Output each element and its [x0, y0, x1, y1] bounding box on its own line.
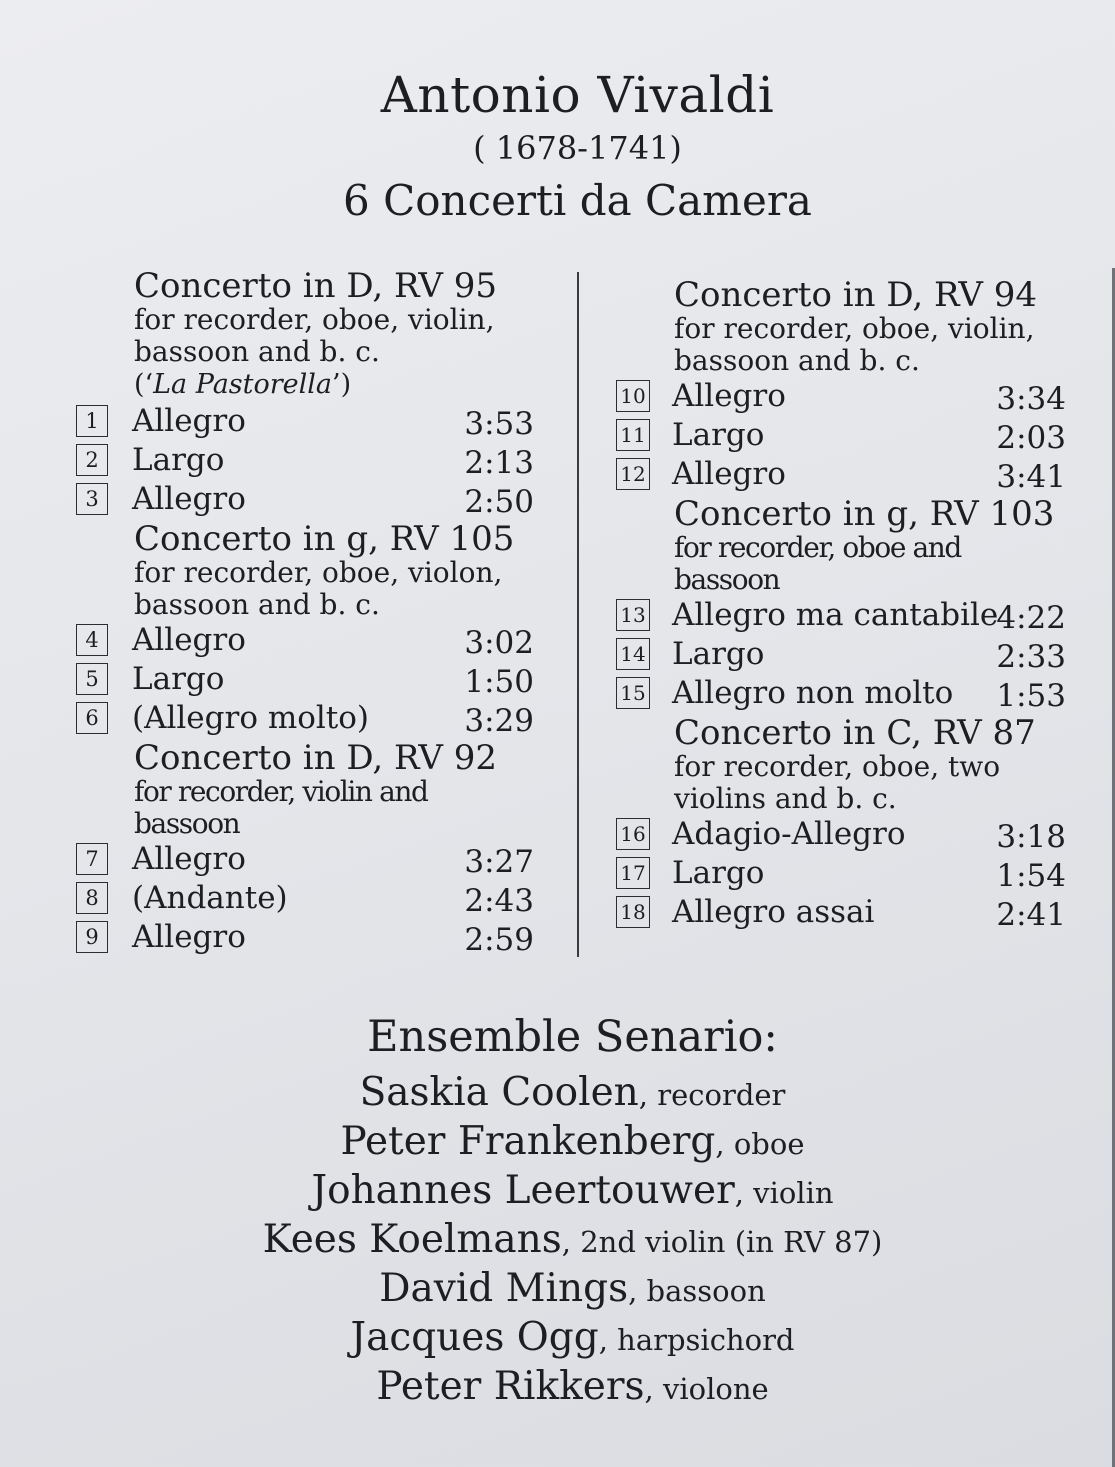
track-title: Allegro — [672, 456, 786, 492]
performer-name: David Mings — [379, 1266, 629, 1311]
performer-role: , bassoon — [628, 1274, 766, 1308]
track-row — [612, 893, 1072, 932]
track-duration: 2:33 — [996, 639, 1066, 675]
track-number: 9 — [76, 921, 108, 953]
performer-role: , oboe — [715, 1127, 805, 1161]
track-row — [612, 674, 1072, 713]
track-title: Allegro non molto — [672, 675, 954, 711]
track-number: 4 — [76, 624, 108, 656]
track-duration: 3:41 — [996, 459, 1066, 495]
performer-role: , recorder — [638, 1078, 786, 1112]
track-title: Adagio-Allegro — [672, 816, 906, 852]
track-row — [72, 879, 540, 918]
track-row — [72, 480, 540, 519]
track-title: Allegro assai — [672, 894, 875, 930]
track-duration: 2:59 — [464, 922, 534, 958]
track-row — [72, 402, 540, 441]
performer-name: Peter Frankenberg — [340, 1119, 716, 1164]
track-number: 10 — [616, 380, 650, 412]
performer-list — [0, 1070, 1115, 1413]
performer-name: Johannes Leertouwer — [311, 1168, 735, 1213]
concerto-title: Concerto in g, RV 105 — [134, 519, 515, 559]
track-row — [612, 455, 1072, 494]
track-duration: 2:13 — [464, 445, 534, 481]
concerto-instrumentation: bassoon and b. c. — [134, 335, 380, 368]
performer-role: , harpsichord — [598, 1323, 795, 1357]
track-number: 12 — [616, 458, 650, 490]
track-title: Largo — [672, 855, 765, 891]
track-title: (Andante) — [132, 880, 288, 916]
track-duration: 3:27 — [464, 844, 534, 880]
concerto-instrumentation: for recorder, violin and bassoon — [134, 775, 428, 840]
performer — [0, 1315, 1115, 1364]
ensemble-heading: Ensemble Senario: — [367, 1012, 778, 1062]
track-row — [612, 635, 1072, 674]
performer-name: Kees Koelmans — [262, 1217, 562, 1262]
concerto-rv103 — [612, 496, 1072, 713]
track-row — [72, 441, 540, 480]
track-number: 18 — [616, 896, 650, 928]
performer — [0, 1070, 1115, 1119]
track-row — [612, 416, 1072, 455]
track-duration: 2:50 — [464, 484, 534, 520]
concerto-rv94 — [612, 277, 1072, 494]
track-title: Allegro ma cantabile — [672, 597, 999, 633]
track-duration: 1:54 — [996, 858, 1066, 894]
concerto-instrumentation: for recorder, oboe and bassoon — [674, 531, 961, 596]
track-duration: 2:43 — [464, 883, 534, 919]
performer — [0, 1266, 1115, 1315]
track-title: Largo — [672, 636, 765, 672]
track-title: Allegro — [132, 841, 246, 877]
composer-name: Antonio Vivaldi — [380, 66, 775, 124]
track-row — [612, 854, 1072, 893]
concerto-title: Concerto in D, RV 95 — [134, 266, 497, 306]
track-title: Allegro — [672, 378, 786, 414]
concerto-nickname: (‘La Pastorella’) — [134, 369, 352, 400]
performer — [0, 1168, 1115, 1217]
track-duration: 1:53 — [996, 678, 1066, 714]
track-duration: 3:02 — [464, 625, 534, 661]
track-number: 11 — [616, 419, 650, 451]
track-row — [72, 699, 540, 738]
track-number: 7 — [76, 843, 108, 875]
concerto-title: Concerto in C, RV 87 — [674, 713, 1036, 753]
track-number: 16 — [616, 818, 650, 850]
performer-role: , violone — [644, 1372, 769, 1406]
track-list-left — [72, 268, 540, 957]
track-duration: 3:29 — [464, 703, 534, 739]
track-title: Largo — [672, 417, 765, 453]
concerto-instrumentation: for recorder, oboe, two — [674, 750, 1001, 783]
track-duration: 3:53 — [464, 406, 534, 442]
track-row — [612, 596, 1072, 635]
track-duration: 3:18 — [996, 819, 1066, 855]
track-title: (Allegro molto) — [132, 700, 370, 736]
track-duration: 3:34 — [996, 381, 1066, 417]
track-number: 8 — [76, 882, 108, 914]
concerto-title: Concerto in g, RV 103 — [674, 494, 1055, 534]
composer-dates: ( 1678-1741) — [473, 129, 682, 167]
performer-name: Peter Rikkers — [376, 1364, 645, 1409]
concerto-rv92 — [72, 740, 540, 957]
track-number: 5 — [76, 663, 108, 695]
concerto-title: Concerto in D, RV 92 — [134, 738, 497, 778]
track-row — [72, 621, 540, 660]
track-title: Allegro — [132, 481, 246, 517]
track-number: 2 — [76, 444, 108, 476]
concerto-instrumentation: violins and b. c. — [674, 782, 897, 815]
track-duration: 2:03 — [996, 420, 1066, 456]
performer-role: , violin — [734, 1176, 834, 1210]
track-title: Allegro — [132, 622, 246, 658]
track-row — [612, 815, 1072, 854]
track-number: 17 — [616, 857, 650, 889]
concerto-title: Concerto in D, RV 94 — [674, 275, 1037, 315]
track-number: 15 — [616, 677, 650, 709]
concerto-instrumentation: for recorder, oboe, violin, — [134, 303, 495, 336]
track-number: 14 — [616, 638, 650, 670]
performer-role: , 2nd violin (in RV 87) — [561, 1225, 883, 1259]
concerto-instrumentation: for recorder, oboe, violin, — [674, 312, 1035, 345]
performer — [0, 1217, 1115, 1266]
track-number: 13 — [616, 599, 650, 631]
concerto-instrumentation: bassoon and b. c. — [674, 344, 920, 377]
concerto-rv105 — [72, 521, 540, 738]
track-title: Allegro — [132, 403, 246, 439]
concerto-instrumentation: bassoon and b. c. — [134, 588, 380, 621]
track-row — [72, 660, 540, 699]
track-duration: 4:22 — [996, 600, 1066, 636]
track-number: 1 — [76, 405, 108, 437]
performer-name: Jacques Ogg — [350, 1315, 599, 1360]
track-title: Largo — [132, 442, 225, 478]
column-divider — [577, 272, 579, 957]
track-number: 6 — [76, 702, 108, 734]
performer-name: Saskia Coolen — [359, 1070, 639, 1115]
concerto-rv95 — [72, 268, 540, 519]
track-title: Largo — [132, 661, 225, 697]
track-duration: 2:41 — [996, 897, 1066, 933]
track-number: 3 — [76, 483, 108, 515]
performer — [0, 1364, 1115, 1413]
performer — [0, 1119, 1115, 1168]
collection-title: 6 Concerti da Camera — [343, 176, 812, 225]
track-row — [72, 840, 540, 879]
concerto-instrumentation: for recorder, oboe, violon, — [134, 556, 503, 589]
track-row — [72, 918, 540, 957]
track-row — [612, 377, 1072, 416]
track-title: Allegro — [132, 919, 246, 955]
track-duration: 1:50 — [464, 664, 534, 700]
track-list-right — [612, 277, 1072, 932]
concerto-rv87 — [612, 715, 1072, 932]
